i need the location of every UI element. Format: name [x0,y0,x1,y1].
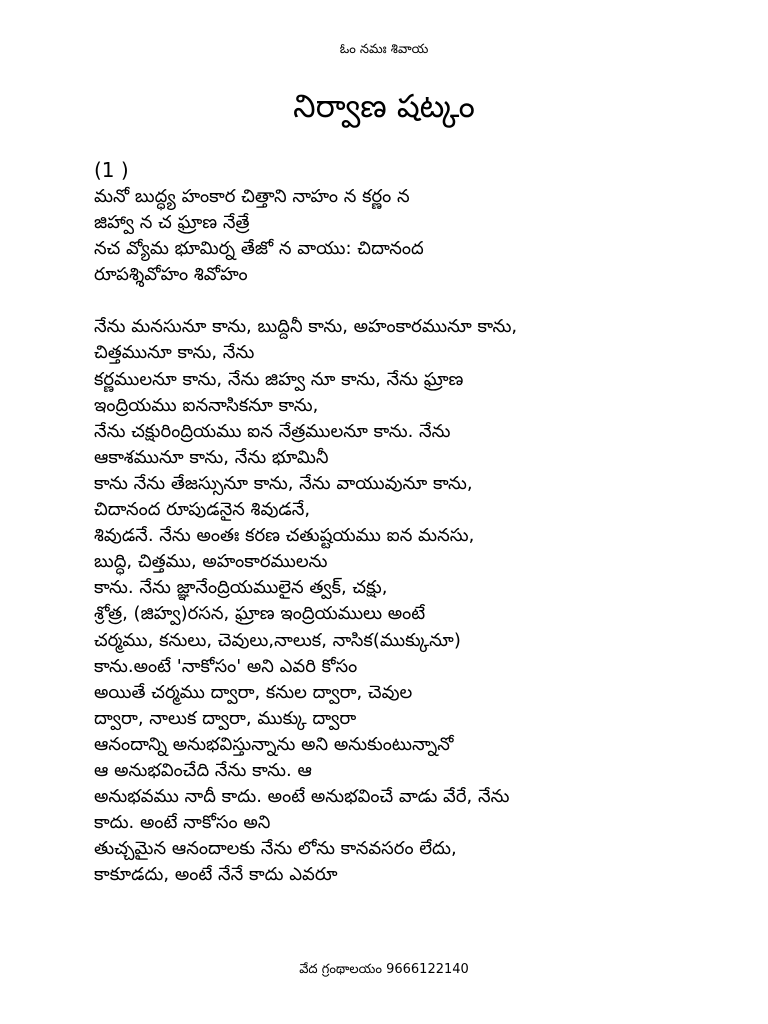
meaning-line: తుచ్చమైన ఆనందాలకు నేను లోను కానవసరం లేదు, [94,838,457,860]
meaning-line: చిత్తమునూ కాను, నేను [94,342,255,364]
meaning-line: శివుడనే. నేను అంతః కరణ చతుష్టయము ఐన మనసు, [94,525,475,547]
meaning-line: అయితే చర్మము ద్వారా, కనుల ద్వారా, చెవుల [94,681,413,703]
verse-block [94,184,734,288]
page-header-invocation: ఓం నమః శివాయ [339,42,429,57]
meaning-line: శ్రోత్ర, (జిహ్వ)రసన, ఘ్రాణ ఇంద్రియములు అంటే [94,603,426,625]
meaning-line: ద్వారా, నాలుక ద్వారా, ముక్కు ద్వారా [94,707,357,729]
meaning-line: కాదు. అంటే నాకోసం అని [94,812,271,834]
meaning-line: ఆకాశమునూ కాను, నేను భూమినీ [94,446,329,468]
meaning-line: కర్ణములనూ కాను, నేను జిహ్వ నూ కాను, నేను ఘ్రాణ [94,368,464,390]
meaning-block [94,314,734,888]
meaning-line: ఇంద్రియము ఐననాసికనూ కాను, [94,394,319,416]
meaning-line: చర్మము, కనులు, చెవులు,నాలుక, నాసిక(ముక్కునూ) [94,629,461,651]
page-footer: వేద గ్రంథాలయం 9666122140 [299,962,469,977]
meaning-line: బుద్ధి, చిత్తము, అహంకారములను [94,551,328,573]
meaning-line: నేను చక్షురింద్రియము ఐన నేత్రములనూ కాను. నేను [94,420,451,442]
meaning-line: నేను మనసునూ కాను, బుద్దినీ కాను, అహంకారమునూ కాను, [94,316,518,338]
paragraph-gap [94,288,734,314]
meaning-line: కాను.అంటే 'నాకోసం' అని ఎవరి కోసం [94,655,358,677]
verse-line: జిహ్వా న చ ఘ్రాణ నేత్రే [94,212,250,234]
meaning-line: కాకూడదు, అంటే నేనే కాదు ఎవరూ [94,864,338,886]
meaning-line: కాను నేను తేజస్సునూ కాను, నేను వాయువునూ కాను, [94,472,473,494]
meaning-line: చిదానంద రూపుడనైన శివుడనే, [94,499,311,521]
verse-line: రూపశ్శివోహం శివోహం [94,264,248,286]
meaning-line: కాను. నేను జ్ఞానేంద్రియములైన త్వక్, చక్షు, [94,577,388,599]
meaning-line: అనుభవము నాదీ కాదు. అంటే అనుభవించే వాడు వేరే, నేను [94,786,510,808]
page-title: నిర్వాణ షట్కం [293,87,475,125]
section-number: (1 ) [94,158,129,182]
meaning-line: ఆ అనుభవించేది నేను కాను. ఆ [94,759,312,781]
section-body [94,184,734,888]
verse-line: నచ వ్యోమ భూమిర్న తేజో న వాయు: చిదానంద [94,238,424,260]
verse-line: మనో బుద్ధ్య హంకార చిత్తాని నాహం న కర్ణం న [94,186,410,207]
meaning-line: ఆనందాన్ని అనుభవిస్తున్నాను అని అనుకుంటున్నానో [94,733,454,755]
